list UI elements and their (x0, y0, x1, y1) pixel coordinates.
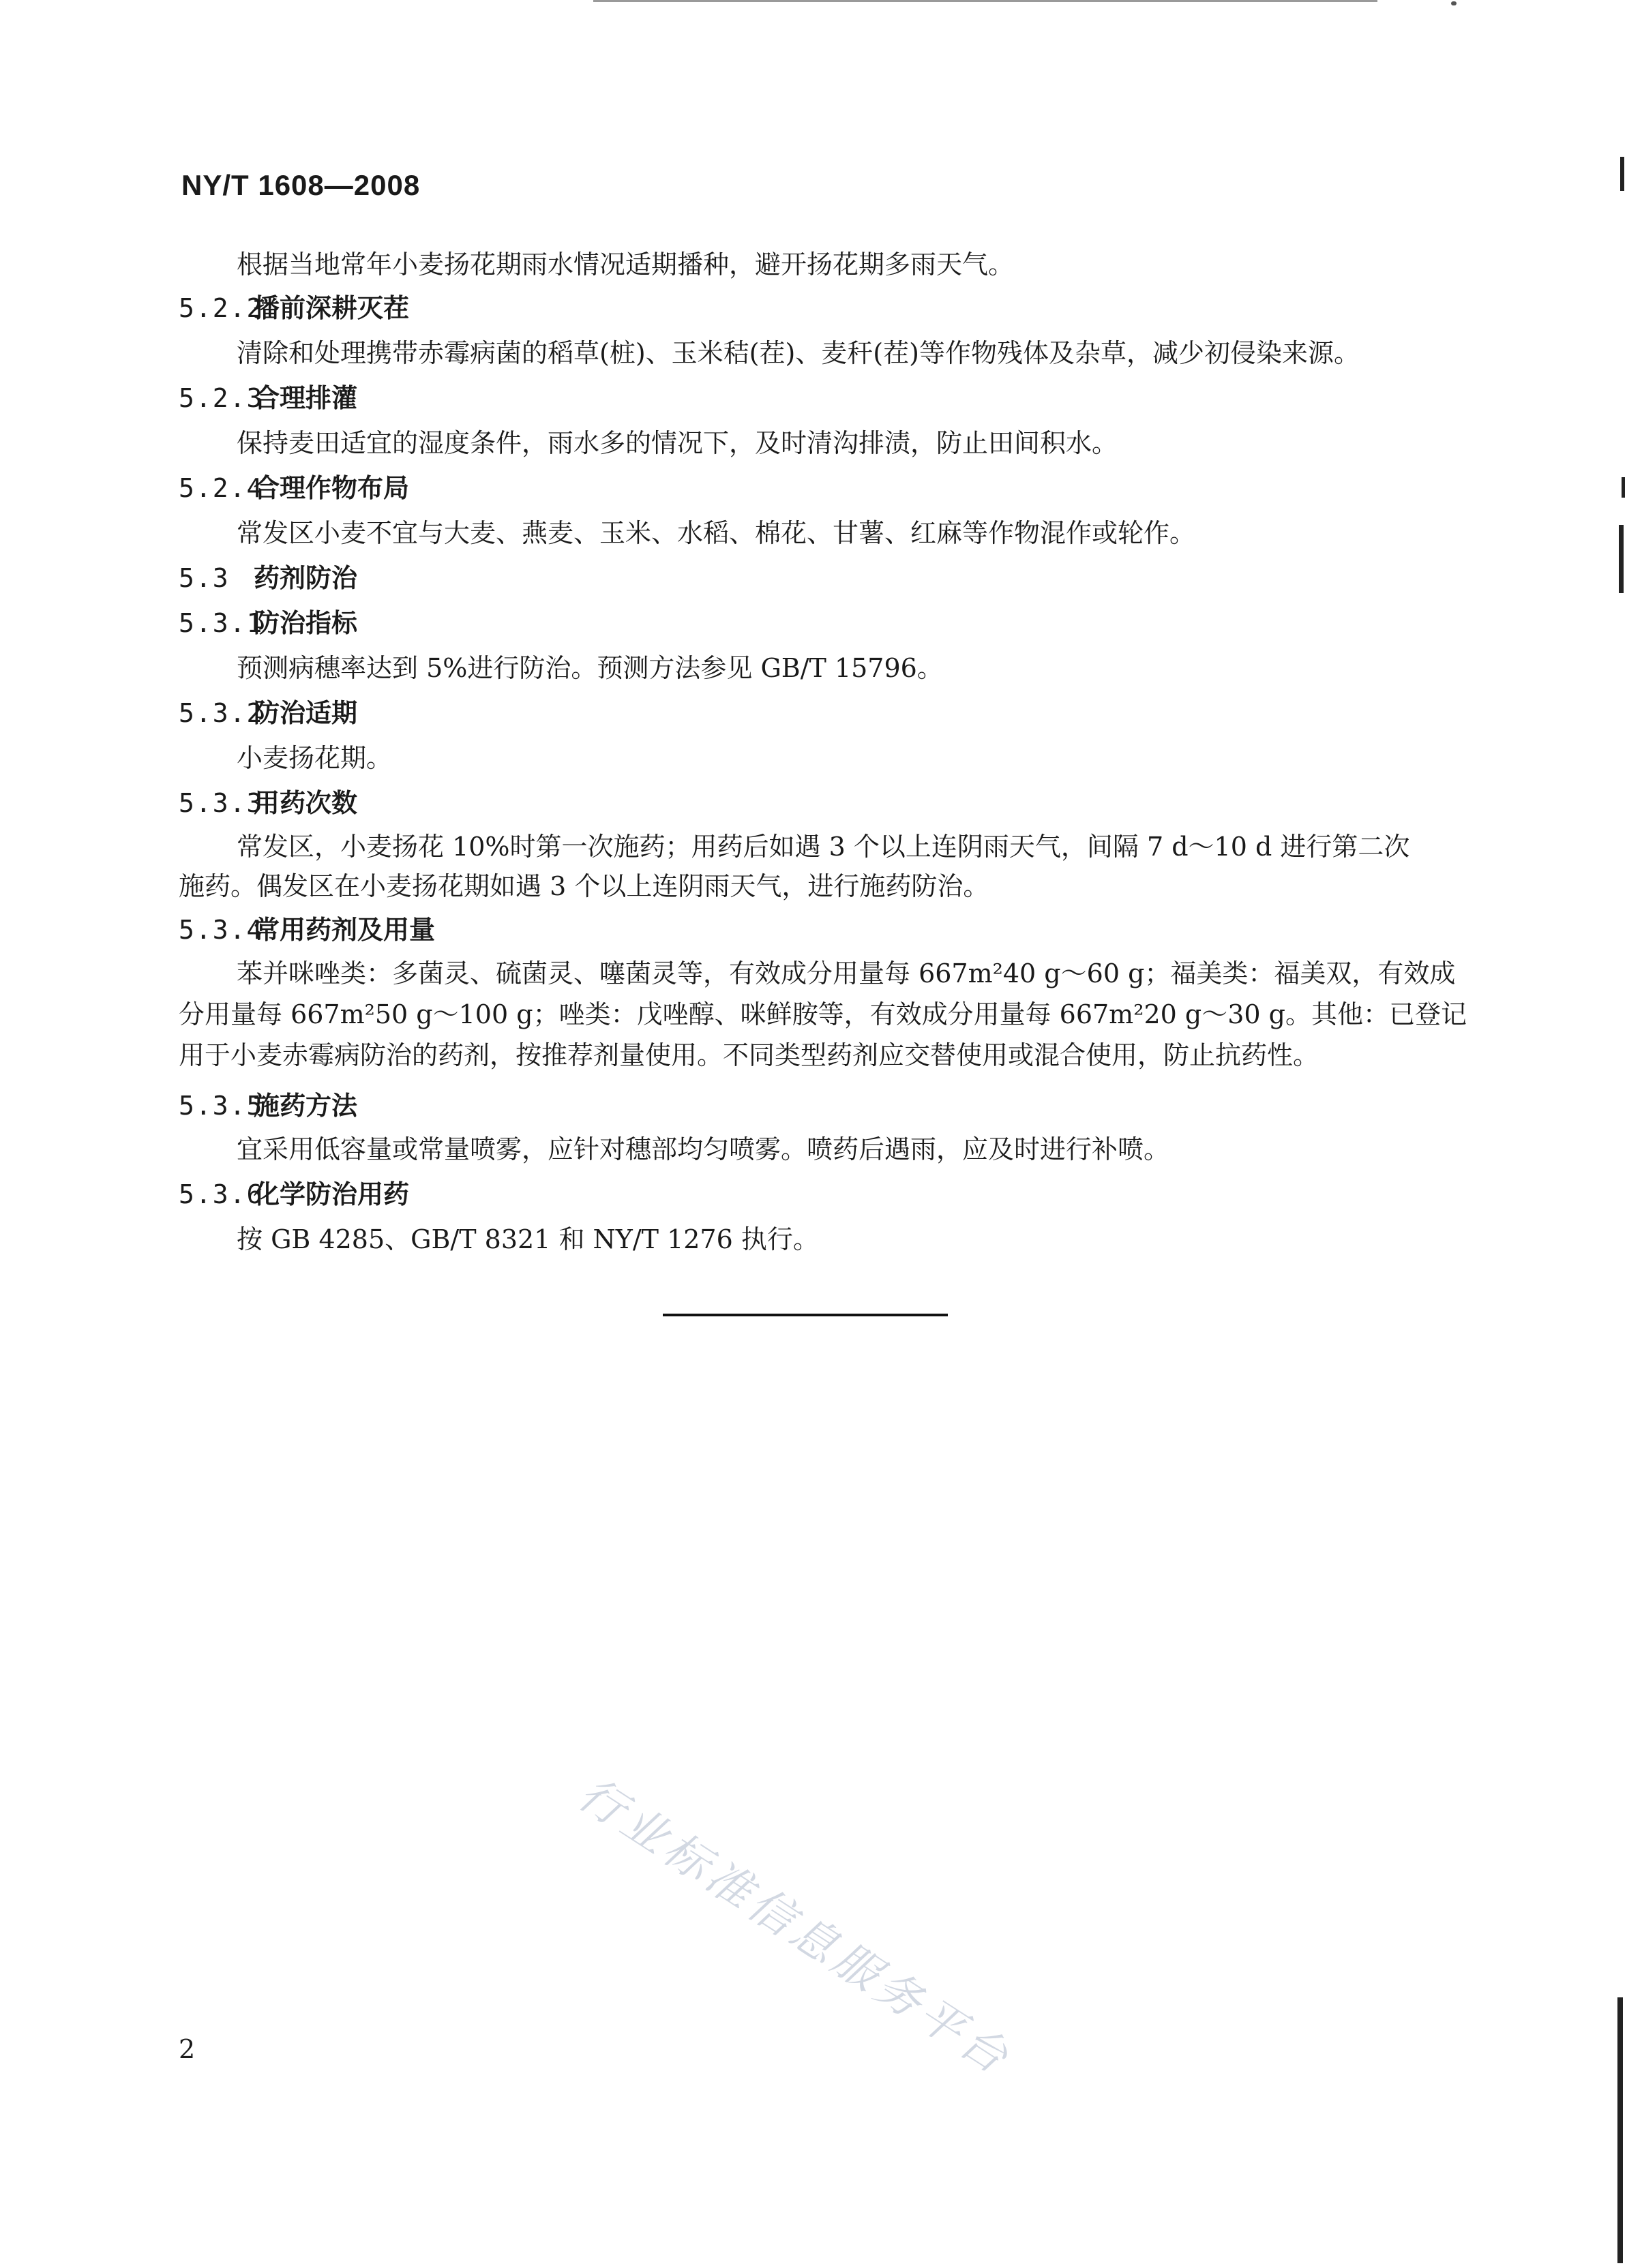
section-heading-5-3-1 (179, 607, 357, 639)
watermark: 行业标准信息服务平台 (569, 1767, 1021, 2087)
paragraph: 苯并咪唑类：多菌灵、硫菌灵、噻菌灵等，有效成分用量每 667m²40 g～60 g；福美类：福美双，有效成 (237, 958, 1456, 988)
section-heading-5-2-3 (179, 382, 357, 414)
section-number: 5.2.4 (179, 473, 264, 503)
section-heading-5-3-5 (179, 1089, 357, 1122)
section-title: 药剂防治 (254, 563, 358, 593)
paragraph: 宜采用低容量或常量喷雾，应针对穗部均匀喷雾。喷药后遇雨，应及时进行补喷。 (237, 1134, 1170, 1164)
paragraph: 保持麦田适宜的湿度条件，雨水多的情况下，及时清沟排渍，防止田间积水。 (237, 428, 1118, 458)
section-heading-5-3-6 (179, 1178, 409, 1211)
section-title: 用药次数 (254, 788, 358, 818)
section-title: 播前深耕灭茬 (254, 293, 410, 323)
section-title: 防治适期 (254, 698, 358, 728)
section-number: 5.2.3 (179, 383, 264, 413)
section-heading-5-3-4 (179, 913, 435, 946)
document-id: NY/T 1608—2008 (181, 169, 421, 201)
scan-artifact-dot (1451, 1, 1457, 5)
paragraph: 根据当地常年小麦扬花期雨水情况适期播种，避开扬花期多雨天气。 (237, 250, 1015, 279)
section-number: 5.3.6 (179, 1179, 264, 1209)
section-title: 合理排灌 (254, 383, 358, 413)
paragraph-continuation: 分用量每 667m²50 g～100 g；唑类：戊唑醇、咪鲜胺等，有效成分用量每 667m²20 g～30 g。其他：已登记 (179, 999, 1467, 1029)
scan-artifact-edge-mark (1617, 1997, 1623, 2263)
paragraph: 按 GB 4285、GB/T 8321 和 NY/T 1276 执行。 (237, 1224, 819, 1254)
section-heading-5-3-3 (179, 787, 357, 819)
paragraph-continuation: 用于小麦赤霉病防治的药剂，按推荐剂量使用。不同类型药剂应交替使用或混合使用，防止抗药性。 (179, 1040, 1319, 1070)
section-title: 合理作物布局 (254, 473, 410, 503)
section-title: 防治指标 (254, 608, 358, 638)
section-heading-5-2-2 (179, 292, 409, 324)
page-number: 2 (179, 2034, 196, 2064)
paragraph: 预测病穗率达到 5%进行防治。预测方法参见 GB/T 15796。 (237, 653, 943, 683)
paragraph: 常发区，小麦扬花 10%时第一次施药；用药后如遇 3 个以上连阴雨天气，间隔 7 d～10 d 进行第二次 (237, 832, 1410, 862)
paragraph: 小麦扬花期。 (237, 743, 393, 773)
section-title: 常用药剂及用量 (254, 915, 436, 945)
section-number: 5.2.2 (179, 293, 264, 323)
section-heading-5-3-2 (179, 697, 357, 729)
paragraph: 常发区小麦不宜与大麦、燕麦、玉米、水稻、棉花、甘薯、红麻等作物混作或轮作。 (237, 518, 1196, 548)
scan-artifact-top-line (593, 0, 1377, 2)
paragraph: 清除和处理携带赤霉病菌的稻草(桩)、玉米秸(茬)、麦秆(茬)等作物残体及杂草，减少初侵染来源。 (237, 338, 1360, 368)
scan-artifact-edge-mark (1622, 477, 1625, 498)
end-of-document-rule (663, 1314, 948, 1316)
section-heading-5-2-4 (179, 472, 409, 504)
section-number: 5.3.1 (179, 608, 264, 638)
scan-artifact-edge-mark (1620, 157, 1624, 191)
paragraph-continuation: 施药。偶发区在小麦扬花期如遇 3 个以上连阴雨天气，进行施药防治。 (179, 871, 989, 901)
section-number: 5.3.4 (179, 915, 264, 945)
section-number: 5.3.5 (179, 1091, 264, 1121)
scan-artifact-edge-mark (1619, 525, 1624, 593)
section-number: 5.3.2 (179, 698, 264, 728)
section-number: 5.3 (179, 563, 230, 593)
section-heading-5-3 (179, 562, 357, 594)
section-number: 5.3.3 (179, 788, 264, 818)
section-title: 施药方法 (254, 1091, 358, 1121)
section-title: 化学防治用药 (254, 1179, 410, 1209)
